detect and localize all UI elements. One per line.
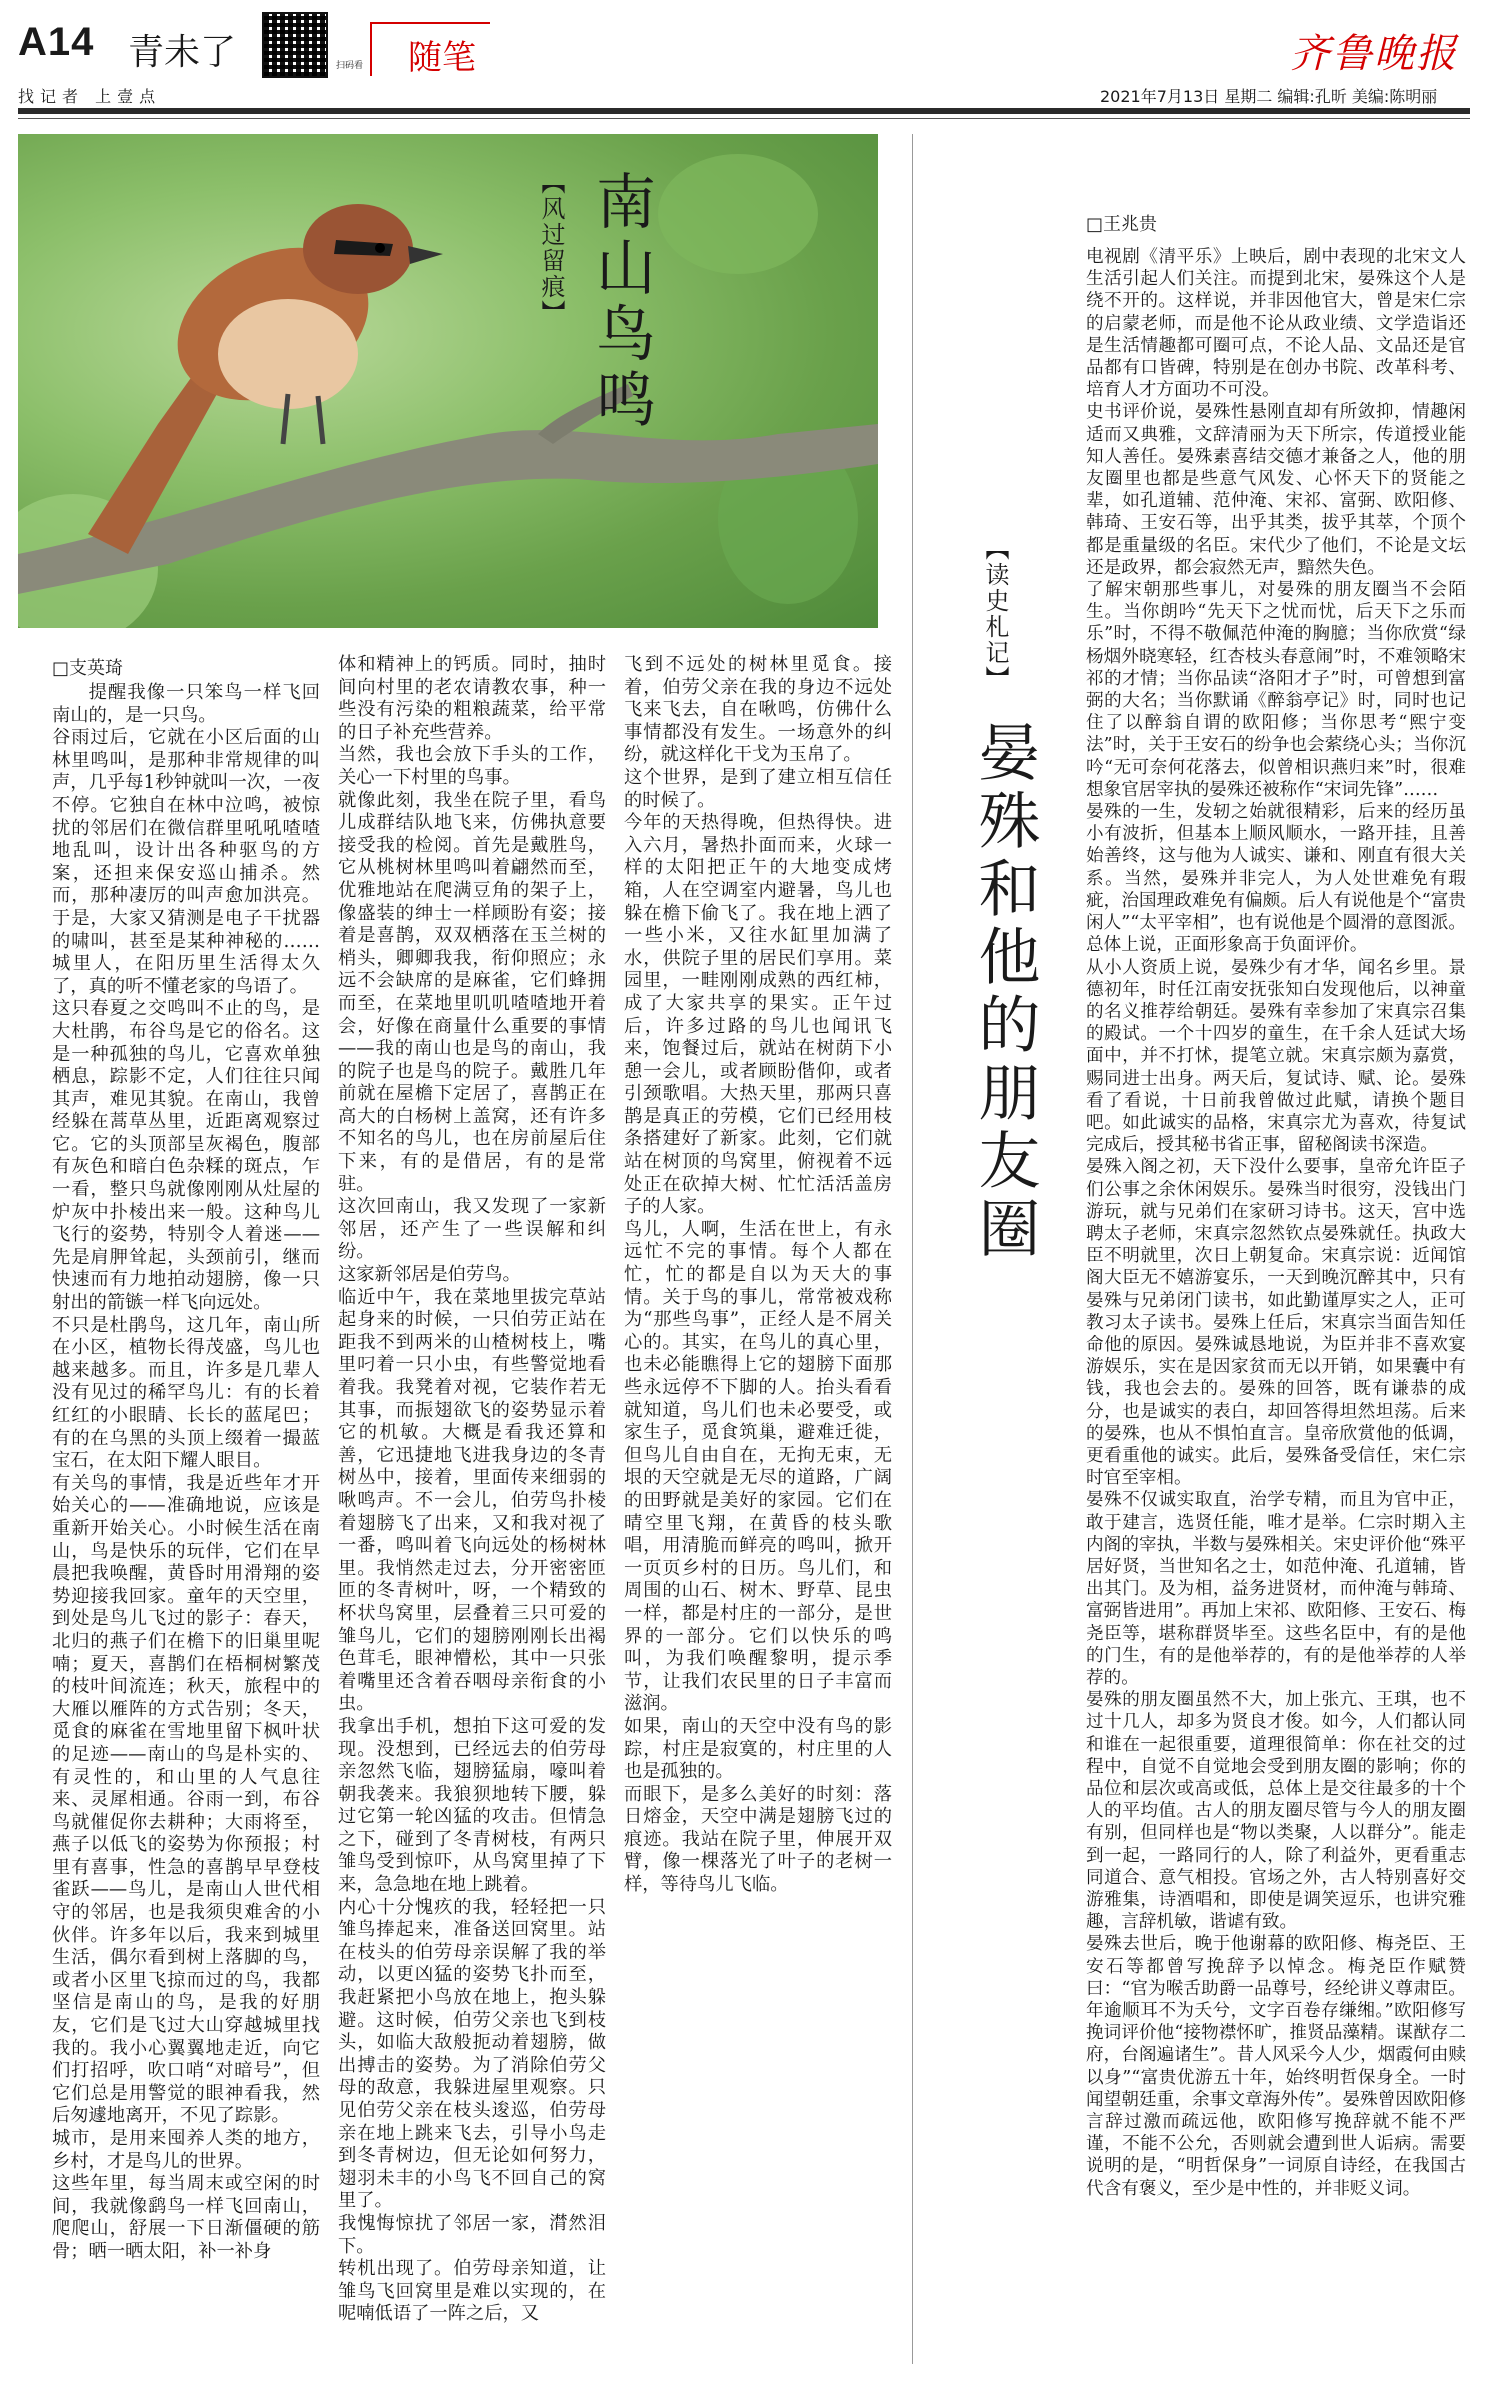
qr-code[interactable] xyxy=(262,12,328,78)
newspaper-logo: 齐鲁晚报 xyxy=(1290,31,1458,77)
header-rule-thin xyxy=(18,118,1470,119)
header-rule xyxy=(18,108,1470,114)
column-name: 随笔 xyxy=(408,38,476,78)
right-article-kicker: 【读史札记】 xyxy=(981,536,1009,692)
section-name: 青未了 xyxy=(128,32,237,73)
left-article-column-3: 飞到不远处的树林里觅食。接着，伯劳父亲在我的身边不远处飞来飞去，自在啾鸣，仿佛什么事情都没有发生。一场意外的纠纷，就这样化干戈为玉帛了。 这个世界，是到了建立相互信任的时候了。 今年的天热得晚，但热得快。进入六月，暑热扑面而来，火球一样的太阳把正午的大地变成烤箱，人在空调室内避暑，鸟儿也躲在檐下偷飞了。我在地上洒了一些小米，又往水缸里加满了水，供院子里的居民们享用。菜园里，一畦刚刚成熟的西红柿，成了大家共享的果实。正午过后，许多过路的鸟儿也闻讯飞来，饱餐过后，就站在树荫下小憩一会儿，或者顾盼偕仰，或者引颈歌唱。大热天里，那两只喜鹊是真正的劳模，它们已经用枝条搭建好了新家。此刻，它们就站在树顶的鸟窝里，俯视着不远处正在砍掉大树、忙忙活活盖房子的人家。 鸟儿，人啊，生活在世上，有永远忙不完的事情。每个人都在忙，忙的都是自以为天大的事情。关于鸟的事儿，常常被戏称为“那些鸟事”，正经人是不屑关心的。其实，在鸟儿的真心里，也未必能瞧得上它的翅膀下面那些永远停不下脚的人。抬头看看就知道，鸟儿们也未必要受，或家生子，觅食筑巢，避难迁徙，但鸟儿自由自在，无拘无束，无垠的天空就是无尽的道路，广阔的田野就是美好的家园。它们在晴空里飞翔，在黄昏的枝头歌唱，用清脆而鲜亮的鸣叫，掀开一页页乡村的日历。鸟儿们，和周围的山石、树木、野草、昆虫一样，都是村庄的一部分，是世界的一部分。它们以快乐的鸣叫，为我们唤醒黎明，提示季节，让我们农民里的日子丰富而滋润。 如果，南山的天空中没有鸟的影踪，村庄是寂寞的，村庄里的人也是孤独的。 而眼下，是多么美好的时刻：落日熔金，天空中满是翅膀飞过的痕迹。我站在院子里，伸展开双臂，像一棵落光了叶子的老树一样，等待鸟儿飞临。 xyxy=(624,654,892,1896)
right-article-body: 电视剧《清平乐》上映后，剧中表现的北宋文人生活引起人们关注。而提到北宋，晏殊这个人是绕不开的。这样说，并非因他官大，曾是宋仁宗的启蒙老师，而是他不论从政业绩、文学造诣还是生活情趣都可圈可点，不论人品、文品还是官品都有口皆碑，特别是在创办书院、改革科考、培育人才方面功不可没。 史书评价说，晏殊性悬刚直却有所敛抑，情趣闲适而又典雅，文辞清丽为天下所宗，传道授业能知人善任。晏殊素喜结交德才兼备之人，他的朋友圈里也都是些意气风发、心怀天下的贤能之辈，如孔道辅、范仲淹、宋祁、富弼、欧阳修、韩琦、王安石等，出乎其类，拔乎其萃，个顶个都是重量级的名臣。宋代少了他们，不论是文坛还是政界，都会寂然无声，黯然失色。 了解宋朝那些事儿，对晏殊的朋友圈当不会陌生。当你朗吟“先天下之忧而忧，后天下之乐而乐”时，不得不敬佩范仲淹的胸臆；当你欣赏“绿杨烟外晓寒轻，红杏枝头春意闹”时，不难领略宋祁的才情；当你品读“洛阳才子”时，可曾想到富弼的大名；当你默诵《醉翁亭记》时，同时也记住了以醉翁自谓的欧阳修；当你思考“熙宁变法”时，关于王安石的纷争也会萦绕心头；当你沉吟“无可奈何花落去，似曾相识燕归来”时，很难想象官居宰执的晏殊还被称作“宋词先锋”…… 晏殊的一生，发轫之始就很精彩，后来的经历虽小有波折，但基本上顺风顺水，一路开挂，且善始善终，这与他为人诚实、谦和、刚直有很大关系。当然，晏殊并非完人，为人处世难免有瑕疵，治国理政难免有偏颇。后人有说他是个“富贵闲人”“太平宰相”，也有说他是个圆滑的意图派。总体上说，正面形象高于负面评价。 从小人资质上说，晏殊少有才华，闻名乡里。景德初年，时任江南安抚张知白发现他后，以神童的名义推荐给朝廷。晏殊有幸参加了宋真宗召集的殿试。一个十四岁的童生，在千余人廷试大场面中，并不打怵，提笔立就。宋真宗颇为嘉赏，赐同进士出身。两天后，复试诗、赋、论。晏殊看了看说，十日前我曾做过此赋，请换个题目吧。如此诚实的品格，宋真宗尤为喜欢，待复试完成后，授其秘书省正事，留秘阁读书深造。 晏殊入阁之初，天下没什么要事，皇帝允许臣子们公事之余休闲娱乐。晏殊当时很穷，没钱出门游玩，就与兄弟们在家研习诗书。这天，宫中选聘太子老师，宋真宗忽然钦点晏殊就任。执政大臣不明就里，次日上朝复命。宋真宗说：近闻馆阁大臣无不嬉游宴乐，一天到晚沉醉其中，只有晏殊与兄弟闭门读书，如此勤谨厚实之人，正可教习太子读书。晏殊上任后，宋真宗当面告知任命他的原因。晏殊诚恳地说，为臣并非不喜欢宴游娱乐，实在是因家贫而无以开销，如果囊中有钱，我也会去的。晏殊的回答，既有谦恭的成分，也是诚实的表白，却回答得坦然坦荡。后来的晏殊，也从不惧怕直言。皇帝欣赏他的低调，更看重他的诚实。此后，晏殊备受信任，宋仁宗时官至宰相。 晏殊不仅诚实取直，治学专精，而且为官中正，敢于建言，选贤任能，唯才是举。仁宗时期入主内阁的宰执，半数与晏殊相关。宋史评价他“殊平居好贤，当世知名之士，如范仲淹、孔道辅，皆出其门。及为相，益务进贤材，而仲淹与韩琦、富弼皆进用”。再加上宋祁、欧阳修、王安石、梅尧臣等，堪称群贤毕至。这些名臣中，有的是他的门生，有的是他举荐的，有的是他举荐的人举荐的。 晏殊的朋友圈虽然不大，加上张亢、王琪，也不过十几人，却多为贤良才俊。如今，人们都认同和谁在一起很重要，道理很简单：你在社交的过程中，自觉不自觉地会受到朋友圈的影响；你的品位和层次或高或低，总体上是交往最多的十个人的平均值。古人的朋友圈尽管与今人的朋友圈有别，但同样也是“物以类聚，人以群分”。能走到一起，一路同行的人，除了利益外，更看重志同道合、意气相投。官场之外，古人特别喜好交游雅集，诗酒唱和，即使是调笑逗乐，也讲究雅趣，言辞机敏，谐谑有致。 晏殊去世后，晚于他谢幕的欧阳修、梅尧臣、王安石等都曾写挽辞予以悼念。梅尧臣作赋赞曰：“官为喉舌助爵一品尊号，经纶讲义尊肃臣。年逾顺耳不为夭兮，文字百卷存缣缃。”欧阳修写挽词评价他“接物襟怀旷，推贤品藻精。谋猷存二府，台阁遍诸生”。昔人风采今人少，烟霞何由赎以身”“富贵优游五十年，始终明哲保身全。一时闻望朝廷重，余事文章海外传”。晏殊曾因欧阳修言辞过激而疏远他，欧阳修写挽辞就不能不严谨，不能不公允，否则就会遭到世人诟病。需要说明的是，“明哲保身”一词原自诗经，在我国古代含有褒义，至少是中性的，并非贬义词。 xyxy=(1086,247,1466,2199)
dateline: 2021年7月13日 星期二 编辑:孔昕 美编:陈明丽 xyxy=(1100,87,1438,106)
bird-photo xyxy=(18,134,878,628)
left-article-author: □支英琦 xyxy=(52,658,124,679)
right-article-title: 晏殊和他的朋友圈 xyxy=(968,720,1041,1264)
column-divider xyxy=(912,134,913,2364)
column-tag xyxy=(370,22,490,76)
right-article-author: □王兆贵 xyxy=(1086,214,1158,235)
left-article-column-1: 提醒我像一只笨鸟一样飞回南山的，是一只鸟。 谷雨过后，它就在小区后面的山林里鸣叫，是那种非常规律的叫声，几乎每1秒钟就叫一次，一夜不停。它独自在林中泣鸣，被惊扰的邻居们在微信群里吼吼喳喳地乱叫，设计出各种驱鸟的方案，还担来保安巡山捕杀。然而，那种凄厉的叫声愈加洪亮。于是，大家又猜测是电子干扰器的啸叫，甚至是某种神秘的……城里人，在阳历里生活得太久了，真的听不懂老家的鸟语了。 这只春夏之交鸣叫不止的鸟，是大杜鹃，布谷鸟是它的俗名。这是一种孤独的鸟儿，它喜欢单独栖息，踪影不定，人们往往只闻其声，难见其貌。在南山，我曾经躲在蒿草丛里，近距离观察过它。它的头顶部呈灰褐色，腹部有灰色和暗白色杂糅的斑点，乍一看，整只鸟就像刚刚从灶屋的炉灰中扑棱出来一般。这种鸟儿飞行的姿势，特别令人着迷——先是肩胛耸起，头颈前引，继而快速而有力地拍动翅膀，像一只射出的箭镞一样飞向远处。 不只是杜鹃鸟，这几年，南山所在小区，植物长得茂盛，鸟儿也越来越多。而且，许多是几辈人没有见过的稀罕鸟儿：有的长着红红的小眼睛、长长的蓝尾巴；有的在乌黑的头顶上缀着一撮蓝宝石，在太阳下耀人眼目。 有关鸟的事情，我是近些年才开始关心的——准确地说，应该是重新开始关心。小时候生活在南山，鸟是快乐的玩伴，它们在早晨把我唤醒，黄昏时用滑翔的姿势迎接我回家。童年的天空里，到处是鸟儿飞过的影子：春天，北归的燕子们在檐下的旧巢里呢喃；夏天，喜鹊们在梧桐树繁茂的枝叶间流连；秋天，旅程中的大雁以雁阵的方式告别；冬天，觅食的麻雀在雪地里留下枫叶状的足迹——南山的鸟是朴实的、有灵性的，和山里的人气息往来、灵犀相通。谷雨一到，布谷鸟就催促你去耕种；大雨将至，燕子以低飞的姿势为你预报；村里有喜事，性急的喜鹊早早登枝雀跃——鸟儿，是南山人世代相守的邻居，也是我须臾难舍的小伙伴。许多年以后，我来到城里生活，偶尔看到树上落脚的鸟，或者小区里飞掠而过的鸟，我都坚信是南山的鸟，是我的好朋友，它们是飞过大山穿越城里找我的。我小心翼翼地走近，向它们打招呼，吹口哨“对暗号”，但它们总是用警觉的眼神看我，然后匆遽地离开，不见了踪影。 城市，是用来囤养人类的地方，乡村，才是鸟儿的世界。 这些年里，每当周末或空闲的时间，我就像鹞鸟一样飞回南山，爬爬山，舒展一下日渐僵硬的筋骨；晒一晒太阳，补一补身 xyxy=(52,682,320,2262)
left-article-column-2: 体和精神上的钙质。同时，抽时间向村里的老农请教农事，种一些没有污染的粗粮蔬菜，给平常的日子补充些营养。 当然，我也会放下手头的工作，关心一下村里的鸟事。 就像此刻，我坐在院子里，看鸟儿成群结队地飞来，仿佛执意要接受我的检阅。首先是戴胜鸟，它从桃树林里鸣叫着翩然而至，优雅地站在爬满豆角的架子上，像盛装的绅士一样顾盼有姿；接着是喜鹊，双双栖落在玉兰树的梢头，卿卿我我，衔仰照应；永远不会缺席的是麻雀，它们蜂拥而至，在菜地里叽叽喳喳地开着会，好像在商量什么重要的事情——我的南山也是鸟的南山，我的院子也是鸟的院子。戴胜几年前就在屋檐下定居了，喜鹊正在高大的白杨树上盖窝，还有许多不知名的鸟儿，也在房前屋后住下来，有的是借居，有的是常驻。 这次回南山，我又发现了一家新邻居，还产生了一些误解和纠纷。 这家新邻居是伯劳鸟。 临近中午，我在菜地里拔完草站起身来的时候，一只伯劳正站在距我不到两米的山楂树枝上，嘴里叼着一只小虫，有些警觉地看着我。我凳着对视，它装作若无其事，而振翅欲飞的姿势显示着它的机敏。大概是看我还算和善，它迅捷地飞进我身边的冬青树丛中，接着，里面传来细弱的啾鸣声。不一会儿，伯劳鸟扑棱着翅膀飞了出来，又和我对视了一番，鸣叫着飞向远处的杨树林里。我悄然走过去，分开密密匝匝的冬青树叶，呀，一个精致的杯状鸟窝里，层叠着三只可爱的雏鸟儿，它们的翅膀刚刚长出褐色茸毛，眼神懵松，其中一只张着嘴里还含着吞咽母亲衔食的小虫。 我拿出手机，想拍下这可爱的发现。没想到，已经远去的伯劳母亲忽然飞临，翅膀猛扇，嚎叫着朝我袭来。我狼狈地转下腰，躲过它第一轮凶猛的攻击。但情急之下，碰到了冬青树枝，有两只雏鸟受到惊吓，从鸟窝里掉了下来，急急地在地上跳着。 内心十分愧疚的我，轻轻把一只雏鸟捧起来，准备送回窝里。站在枝头的伯劳母亲误解了我的举动，以更凶猛的姿势飞扑而至，我赶紧把小鸟放在地上，抱头躲避。这时候，伯劳父亲也飞到枝头，如临大敌般扼动着翅膀，做出搏击的姿势。为了消除伯劳父母的敌意，我躲进屋里观察。只见伯劳父亲在枝头逡巡，伯劳母亲在地上跳来飞去，引导小鸟走到冬青树边，但无论如何努力，翅羽未丰的小鸟飞不回自己的窝里了。 我愧悔惊扰了邻居一家，潸然泪下。 转机出现了。伯劳母亲知道，让雏鸟飞回窝里是难以实现的，在呢喃低语了一阵之后，又 xyxy=(338,654,606,2325)
left-article-kicker: 【风过留痕】 xyxy=(537,170,565,326)
shrike-illustration xyxy=(18,134,878,628)
page-number: A14 xyxy=(18,20,95,64)
qr-label: 扫码看 xyxy=(336,61,364,71)
tagline: 找记者 上壹点 xyxy=(18,87,162,106)
left-article-title: 南山鸟鸣 xyxy=(586,170,656,434)
